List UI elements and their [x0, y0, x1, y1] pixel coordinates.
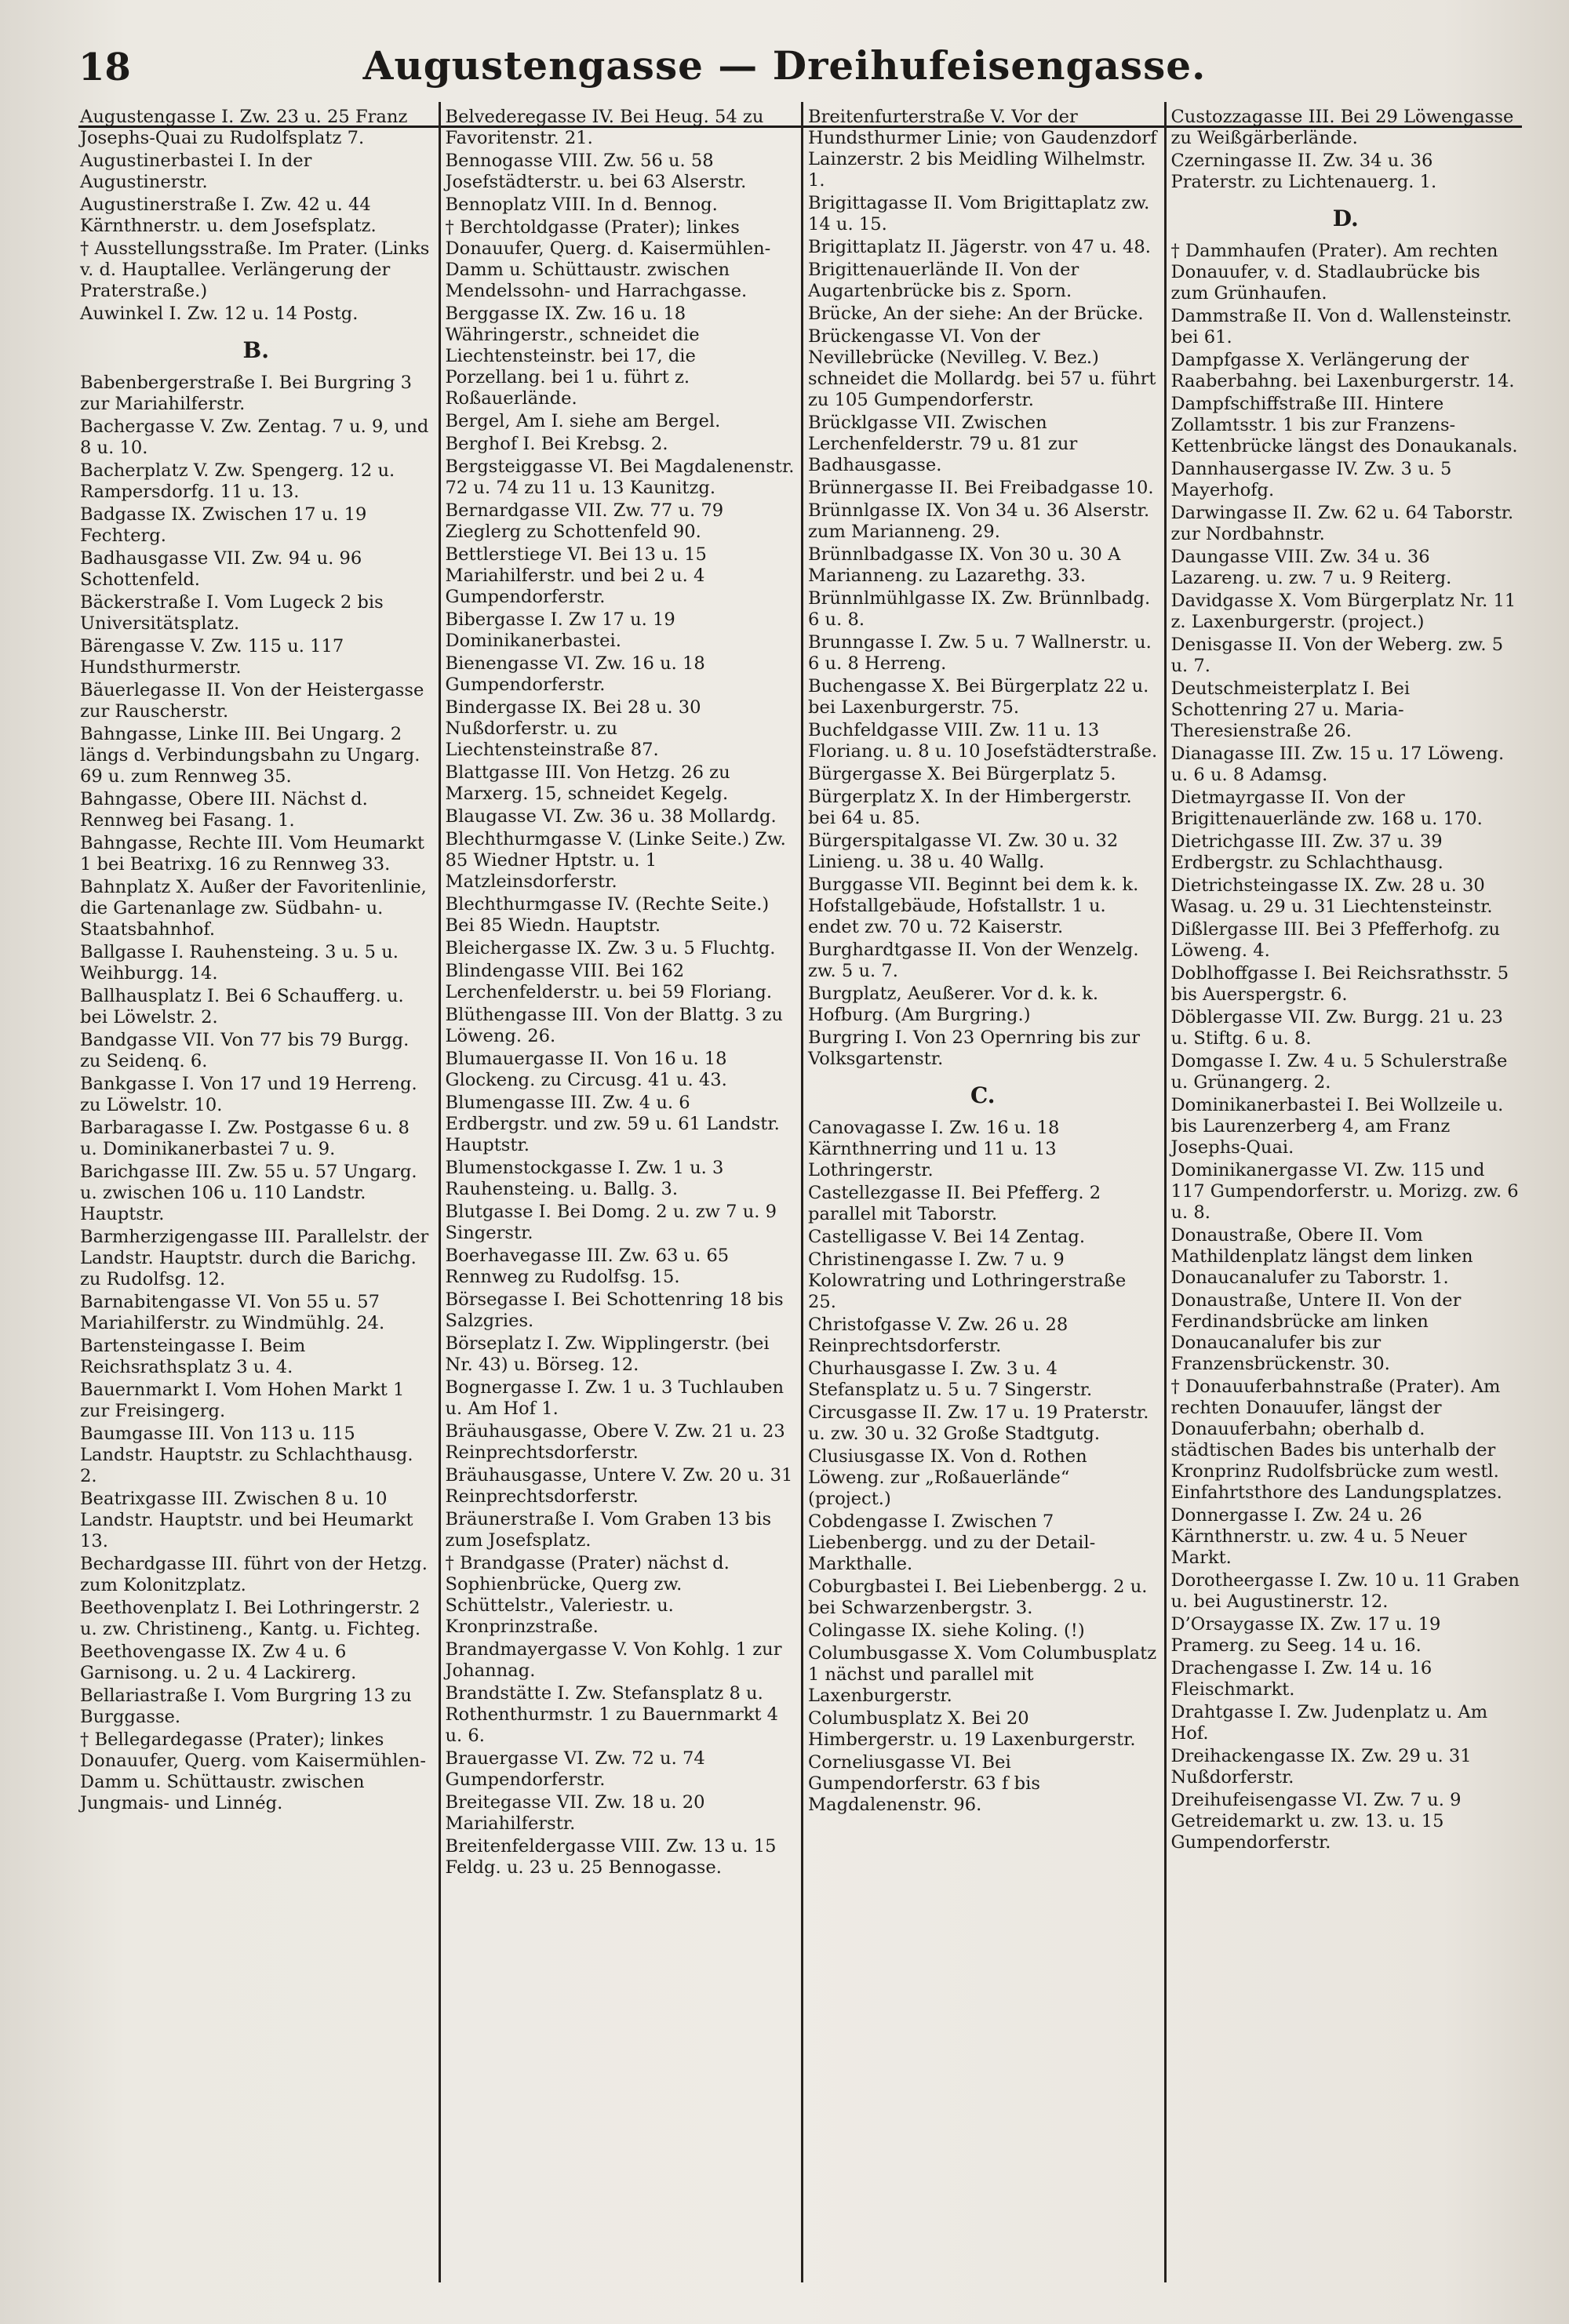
- street-entry: Czerningasse II. Zw. 34 u. 36 Praterstr. zu Lichtenauerg. 1.: [1170, 151, 1437, 192]
- street-entry: Bandgasse VII. Von 77 bis 79 Burgg. zu Seidenq. 6.: [80, 1030, 410, 1071]
- street-entry: Columbusgasse X. Vom Columbusplatz 1 nächst und parallel mit Laxenburgerstr.: [808, 1643, 1157, 1706]
- street-entry: Buchengasse X. Bei Bürgerplatz 22 u. bei Laxenburgerstr. 75.: [808, 676, 1149, 718]
- page-number: 18: [78, 45, 131, 89]
- street-entry: D’Orsaygasse IX. Zw. 17 u. 19 Pramerg. zu Seeg. 14 u. 16.: [1170, 1614, 1441, 1656]
- directory-columns: [75, 102, 1527, 2282]
- section-letter: D.: [1332, 205, 1359, 231]
- street-entry: Dietrichgasse III. Zw. 37 u. 39 Erdbergstr. zu Schlachthausg.: [1170, 831, 1443, 873]
- street-entry: Bechardgasse III. führt von der Hetzg. zum Kolonitzplatz.: [80, 1554, 428, 1595]
- street-entry: Churhausgasse I. Zw. 3 u. 4 Stefansplatz u. 5 u. 7 Singerstr.: [808, 1358, 1093, 1400]
- street-entry: Bäckerstraße I. Vom Lugeck 2 bis Universitätsplatz.: [80, 592, 384, 634]
- street-entry: Deutschmeisterplatz I. Bei Schottenring 27 u. Maria-Theresienstraße 26.: [1170, 678, 1411, 741]
- street-entry: Babenbergerstraße I. Bei Burgring 3 zur Mariahilferstr.: [80, 373, 413, 414]
- street-entry: Brigittaplatz II. Jägerstr. von 47 u. 48.: [808, 237, 1151, 257]
- street-entry: Bindergasse IX. Bei 28 u. 30 Nußdorferstr. u. zu Liechtensteinstraße 87.: [445, 697, 701, 760]
- street-entry: † Dammhaufen (Prater). Am rechten Donauufer, v. d. Stadlaubrücke bis zum Grünhaufen.: [1170, 241, 1498, 304]
- street-entry: Augustinerbastei I. In der Augustinerstr.: [80, 151, 312, 192]
- street-entry: Dietmayrgasse II. Von der Brigittenauerlände zw. 168 u. 170.: [1170, 787, 1483, 829]
- street-entry: Berggasse IX. Zw. 16 u. 18 Währingerstr., schneidet die Liechtensteinstr. bei 17, die Porzellang. bei 1 u. führt z. Roßauerlände.: [445, 304, 700, 409]
- street-entry: Bräuhausgasse, Obere V. Zw. 21 u. 23 Reinprechtsdorferstr.: [445, 1421, 785, 1463]
- street-entry: Bahngasse, Linke III. Bei Ungarg. 2 längs d. Verbindungsbahn zu Ungarg. 69 u. zum Rennweg 35.: [80, 724, 420, 787]
- street-entry: Breitenfeldergasse VIII. Zw. 13 u. 15 Feldg. u. 23 u. 25 Bennogasse.: [445, 1836, 777, 1878]
- street-entry: Bachergasse V. Zw. Zentag. 7 u. 9, und 8 u. 10.: [80, 416, 429, 458]
- column-4: [1164, 102, 1527, 2282]
- street-entry: Dorotheergasse I. Zw. 10 u. 11 Graben u. bei Augustinerstr. 12.: [1170, 1570, 1520, 1612]
- street-entry: Boerhavegasse III. Zw. 63 u. 65 Rennweg zu Rudolfsg. 15.: [445, 1246, 730, 1287]
- street-entry: Brandmayergasse V. Von Kohlg. 1 zur Johannag.: [445, 1639, 782, 1681]
- street-entry: † Berchtoldgasse (Prater); linkes Donauufer, Querg. d. Kaisermühlen-Damm u. Schüttaustr. zwischen Mendelssohn- und Harrachgasse.: [445, 217, 771, 301]
- street-entry: Bettlerstiege VI. Bei 13 u. 15 Mariahilferstr. und bei 2 u. 4 Gumpendorferstr.: [445, 544, 707, 607]
- street-entry: Blumenstockgasse I. Zw. 1 u. 3 Rauhensteing. u. Ballg. 3.: [445, 1158, 724, 1199]
- street-entry: Columbusplatz X. Bei 20 Himbergerstr. u. 19 Laxenburgerstr.: [808, 1708, 1136, 1750]
- section-letter: B.: [242, 337, 269, 363]
- street-entry: Clusiusgasse IX. Von d. Rothen Löweng. zur „Roßauerlände“ (project.): [808, 1446, 1087, 1509]
- street-entry: Burgring I. Von 23 Opernring bis zur Volksgartenstr.: [808, 1027, 1141, 1069]
- street-entry: Dianagasse III. Zw. 15 u. 17 Löweng. u. 6 u. 8 Adamsg.: [1170, 744, 1505, 785]
- street-entry: Bergel, Am I. siehe am Bergel.: [445, 411, 721, 431]
- street-entry: Blumengasse III. Zw. 4 u. 6 Erdbergstr. und zw. 59 u. 61 Landstr. Hauptstr.: [445, 1093, 780, 1155]
- street-entry: Blumauergasse II. Von 16 u. 18 Glockeng. zu Circusg. 41 u. 43.: [445, 1049, 727, 1090]
- street-entry: Domgasse I. Zw. 4 u. 5 Schulerstraße u. Grünangerg. 2.: [1170, 1051, 1508, 1093]
- street-entry: Augustengasse I. Zw. 23 u. 25 Franz Josephs-Quai zu Rudolfsplatz 7.: [80, 107, 408, 148]
- street-entry: Burghardtgasse II. Von der Wenzelg. zw. 5 u. 7.: [808, 940, 1139, 981]
- street-entry: Corneliusgasse VI. Bei Gumpendorferstr. 63 f bis Magdalenenstr. 96.: [808, 1752, 1040, 1815]
- street-entry: Circusgasse II. Zw. 17 u. 19 Praterstr. u. zw. 30 u. 32 Große Stadtgutg.: [808, 1402, 1149, 1444]
- street-entry: Custozzagasse III. Bei 29 Löwengasse zu Weißgärberlände.: [1170, 107, 1514, 148]
- street-entry: Berghof I. Bei Krebsg. 2.: [445, 434, 668, 454]
- street-entry: Dampfschiffstraße III. Hintere Zollamtsstr. 1 bis zur Franzens-Kettenbrücke längst des Donaukanals.: [1170, 394, 1518, 456]
- street-entry: Brigittenauerlände II. Von der Augartenbrücke bis z. Sporn.: [808, 260, 1079, 301]
- street-entry: Bleichergasse IX. Zw. 3 u. 5 Fluchtg.: [445, 938, 776, 958]
- column-3: [801, 102, 1164, 2282]
- street-entry: Dietrichsteingasse IX. Zw. 28 u. 30 Wasag. u. 29 u. 31 Liechtensteinstr.: [1170, 875, 1493, 917]
- street-entry: Dreihufeisengasse VI. Zw. 7 u. 9 Getreidemarkt u. zw. 13. u. 15 Gumpendorferstr.: [1170, 1790, 1462, 1853]
- street-entry: Brückengasse VI. Von der Nevillebrücke (Nevilleg. V. Bez.) schneidet die Mollardg. bei 57 u. führt zu 105 Gumpendorferstr.: [808, 326, 1156, 410]
- street-entry: Barmherzigengasse III. Parallelstr. der Landstr. Hauptstr. durch die Barichg. zu Rudolfsg. 12.: [80, 1227, 429, 1289]
- street-entry: Badgasse IX. Zwischen 17 u. 19 Fechterg.: [80, 504, 367, 546]
- street-entry: Dampfgasse X. Verlängerung der Raaberbahng. bei Laxenburgerstr. 14.: [1170, 350, 1515, 391]
- street-entry: Bergsteiggasse VI. Bei Magdalenenstr. 72 u. 74 zu 11 u. 13 Kaunitzg.: [445, 456, 795, 498]
- street-entry: Beatrixgasse III. Zwischen 8 u. 10 Landstr. Hauptstr. und bei Heumarkt 13.: [80, 1489, 413, 1551]
- street-entry: Bahngasse, Rechte III. Vom Heumarkt 1 bei Beatrixg. 16 zu Rennweg 33.: [80, 833, 424, 875]
- street-entry: Bürgerspitalgasse VI. Zw. 30 u. 32 Linieng. u. 38 u. 40 Wallg.: [808, 831, 1119, 872]
- street-entry: Brigittagasse II. Vom Brigittaplatz zw. 14 u. 15.: [808, 193, 1150, 235]
- street-entry: Dißlergasse III. Bei 3 Pfefferhofg. zu Löweng. 4.: [1170, 919, 1501, 961]
- street-entry: Augustinerstraße I. Zw. 42 u. 44 Kärnthnerstr. u. dem Josefsplatz.: [80, 195, 377, 236]
- street-entry: Beethovenplatz I. Bei Lothringerstr. 2 u. zw. Christineng., Kantg. u. Fichteg.: [80, 1598, 421, 1639]
- street-entry: Dominikanerbastei I. Bei Wollzeile u. bis Laurenzerberg 4, am Franz Josephs-Quai.: [1170, 1095, 1504, 1158]
- street-entry: Donaustraße, Obere II. Vom Mathildenplatz längst dem linken Donaucanalufer zu Taborstr. 1.: [1170, 1225, 1473, 1288]
- street-entry: Canovagasse I. Zw. 16 u. 18 Kärnthnerring und 11 u. 13 Lothringerstr.: [808, 1118, 1060, 1180]
- street-entry: Döblergasse VII. Zw. Burgg. 21 u. 23 u. Stiftg. 6 u. 8.: [1170, 1007, 1503, 1049]
- street-entry: Brünnlbadgasse IX. Von 30 u. 30 A Marianneng. zu Lazarethg. 33.: [808, 544, 1121, 586]
- street-entry: Bäuerlegasse II. Von der Heistergasse zur Rauscherstr.: [80, 680, 424, 722]
- street-entry: Blechthurmgasse IV. (Rechte Seite.) Bei 85 Wiedn. Hauptstr.: [445, 894, 770, 936]
- street-entry: Börseplatz I. Zw. Wipplingerstr. (bei Nr. 43) u. Börseg. 12.: [445, 1333, 770, 1375]
- street-entry: Bacherplatz V. Zw. Spengerg. 12 u. Rampersdorfg. 11 u. 13.: [80, 460, 395, 502]
- street-entry: Börsegasse I. Bei Schottenring 18 bis Salzgries.: [445, 1289, 784, 1331]
- street-entry: Bartensteingasse I. Beim Reichsrathsplatz 3 u. 4.: [80, 1336, 306, 1377]
- street-entry: Blüthengasse III. Von der Blattg. 3 zu Löweng. 26.: [445, 1005, 783, 1046]
- street-entry: Bräunerstraße I. Vom Graben 13 bis zum Josefsplatz.: [445, 1509, 772, 1551]
- street-entry: Colingasse IX. siehe Koling. (!): [808, 1620, 1085, 1641]
- street-entry: Drahtgasse I. Zw. Judenplatz u. Am Hof.: [1170, 1702, 1488, 1744]
- street-entry: Barbaragasse I. Zw. Postgasse 6 u. 8 u. Dominikanerbastei 7 u. 9.: [80, 1118, 410, 1159]
- street-entry: Baumgasse III. Von 113 u. 115 Landstr. Hauptstr. zu Schlachthausg. 2.: [80, 1424, 413, 1486]
- street-entry: Bellariastraße I. Vom Burgring 13 zu Burggasse.: [80, 1686, 412, 1727]
- street-entry: Barichgasse III. Zw. 55 u. 57 Ungarg. u. zwischen 106 u. 110 Landstr. Hauptstr.: [80, 1162, 417, 1224]
- street-entry: Darwingasse II. Zw. 62 u. 64 Taborstr. zur Nordbahnstr.: [1170, 503, 1514, 544]
- street-entry: Bibergasse I. Zw 17 u. 19 Dominikanerbastei.: [445, 609, 675, 651]
- street-entry: Denisgasse II. Von der Weberg. zw. 5 u. 7.: [1170, 635, 1504, 676]
- street-entry: Drachengasse I. Zw. 14 u. 16 Fleischmarkt.: [1170, 1658, 1432, 1700]
- street-entry: † Brandgasse (Prater) nächst d. Sophienbrücke, Querg zw. Schüttelstr., Valeriestr. u. Kronprinzstraße.: [445, 1553, 730, 1637]
- street-entry: Auwinkel I. Zw. 12 u. 14 Postg.: [80, 304, 359, 324]
- street-entry: Ballhausplatz I. Bei 6 Schaufferg. u. bei Löwelstr. 2.: [80, 986, 404, 1027]
- street-entry: Blutgasse I. Bei Domg. 2 u. zw 7 u. 9 Singerstr.: [445, 1202, 777, 1243]
- street-entry: Bennoplatz VIII. In d. Bennog.: [445, 195, 718, 215]
- street-entry: Christinengasse I. Zw. 7 u. 9 Kolowratring und Lothringerstraße 25.: [808, 1249, 1127, 1312]
- street-entry: † Ausstellungsstraße. Im Prater. (Links v. d. Hauptallee. Verlängerung der Praterstraße.): [80, 238, 430, 301]
- street-entry: Castellezgasse II. Bei Pfefferg. 2 parallel mit Taborstr.: [808, 1183, 1101, 1224]
- street-entry: Brünnergasse II. Bei Freibadgasse 10.: [808, 478, 1154, 498]
- street-entry: Donnergasse I. Zw. 24 u. 26 Kärnthnerstr. u. zw. 4 u. 5 Neuer Markt.: [1170, 1505, 1467, 1568]
- street-entry: Davidgasse X. Vom Bürgerplatz Nr. 11 z. Laxenburgerstr. (project.): [1170, 591, 1516, 632]
- street-entry: Bennogasse VIII. Zw. 56 u. 58 Josefstädterstr. u. bei 63 Alserstr.: [445, 151, 747, 192]
- street-entry: Dammstraße II. Von d. Wallensteinstr. bei 61.: [1170, 306, 1513, 347]
- street-entry: Doblhoffgasse I. Bei Reichsrathsstr. 5 bis Auerspergstr. 6.: [1170, 963, 1509, 1005]
- street-entry: Bernardgasse VII. Zw. 77 u. 79 Zieglerg zu Schottenfeld 90.: [445, 500, 724, 542]
- street-entry: Dreihackengasse IX. Zw. 29 u. 31 Nußdorferstr.: [1170, 1746, 1472, 1788]
- column-2: [439, 102, 802, 2282]
- street-entry: Blindengasse VIII. Bei 162 Lerchenfelderstr. u. bei 59 Floriang.: [445, 961, 773, 1002]
- column-1: [75, 102, 439, 2282]
- street-entry: Bahnplatz X. Außer der Favoritenlinie, die Gartenanlage zw. Südbahn- u. Staatsbahnhof.: [80, 877, 427, 940]
- street-entry: Dominikanergasse VI. Zw. 115 und 117 Gumpendorferstr. u. Morizg. zw. 6 u. 8.: [1170, 1160, 1519, 1223]
- page-title: Augustengasse — Dreihufeisengasse.: [362, 42, 1207, 89]
- street-entry: Bauernmarkt I. Vom Hohen Markt 1 zur Freisingerg.: [80, 1380, 405, 1421]
- street-entry: Breitenfurterstraße V. Vor der Hundsthurmer Linie; von Gaudenzdorf Lainzerstr. 2 bis Meidling Wilhelmstr. 1.: [808, 107, 1157, 191]
- street-entry: Burggasse VII. Beginnt bei dem k. k. Hofstallgebäude, Hofstallstr. 1 u. endet zw. 70 u. 72 Kaiserstr.: [808, 875, 1139, 937]
- street-entry: Castelligasse V. Bei 14 Zentag.: [808, 1227, 1086, 1247]
- street-entry: Bahngasse, Obere III. Nächst d. Rennweg bei Fasang. 1.: [80, 789, 368, 831]
- street-entry: Bräuhausgasse, Untere V. Zw. 20 u. 31 Reinprechtsdorferstr.: [445, 1465, 793, 1507]
- street-entry: Coburgbastei I. Bei Liebenbergg. 2 u. bei Schwarzenbergstr. 3.: [808, 1577, 1148, 1618]
- street-entry: Burgplatz, Aeußerer. Vor d. k. k. Hofburg. (Am Burgring.): [808, 984, 1099, 1025]
- street-entry: Brünnlgasse IX. Von 34 u. 36 Alserstr. zum Marianneng. 29.: [808, 500, 1150, 542]
- street-entry: Brünnlmühlgasse IX. Zw. Brünnlbadg. 6 u. 8.: [808, 588, 1151, 630]
- street-entry: Ballgasse I. Rauhensteing. 3 u. 5 u. Weihburgg. 14.: [80, 942, 399, 984]
- street-entry: Badhausgasse VII. Zw. 94 u. 96 Schottenfeld.: [80, 548, 362, 590]
- street-entry: Christofgasse V. Zw. 26 u. 28 Reinprechtsdorferstr.: [808, 1315, 1068, 1356]
- street-entry: Bankgasse I. Von 17 und 19 Herreng. zu Löwelstr. 10.: [80, 1074, 417, 1115]
- street-entry: Brunngasse I. Zw. 5 u. 7 Wallnerstr. u. 6 u. 8 Herreng.: [808, 632, 1152, 674]
- street-entry: Blechthurmgasse V. (Linke Seite.) Zw. 85 Wiedner Hptstr. u. 1 Matzleinsdorferstr.: [445, 829, 786, 892]
- street-entry: Dannhausergasse IV. Zw. 3 u. 5 Mayerhofg.: [1170, 459, 1452, 500]
- street-entry: † Bellegardegasse (Prater); linkes Donauufer, Querg. vom Kaisermühlen-Damm u. Schüttaustr. zwischen Jungmais- und Linnég.: [80, 1729, 426, 1813]
- street-entry: Blattgasse III. Von Hetzg. 26 zu Marxerg. 15, schneidet Kegelg.: [445, 762, 730, 804]
- street-entry: Donaustraße, Untere II. Von der Ferdinandsbrücke am linken Donaucanalufer bis zur Franzensbrückenstr. 30.: [1170, 1290, 1462, 1374]
- street-entry: † Donauuferbahnstraße (Prater). Am rechten Donauufer, längst der Donauuferbahn; oberhalb d. städtischen Bades bis unterhalb der Kronprinz Rudolfsbrücke zum westl. Einfahrtsthore des Landungsplatzes.: [1170, 1377, 1502, 1503]
- section-letter: C.: [970, 1082, 996, 1108]
- street-entry: Barnabitengasse VI. Von 55 u. 57 Mariahilferstr. zu Windmühlg. 24.: [80, 1292, 385, 1333]
- street-entry: Brandstätte I. Zw. Stefansplatz 8 u. Rothenthurmstr. 1 zu Bauernmarkt 4 u. 6.: [445, 1683, 778, 1746]
- street-entry: Beethovengasse IX. Zw 4 u. 6 Garnisong. u. 2 u. 4 Lackirerg.: [80, 1642, 357, 1683]
- street-entry: Bienengasse VI. Zw. 16 u. 18 Gumpendorferstr.: [445, 653, 705, 695]
- street-entry: Blaugasse VI. Zw. 36 u. 38 Mollardg.: [445, 806, 777, 827]
- street-entry: Daungasse VIII. Zw. 34 u. 36 Lazareng. u. zw. 7 u. 9 Reiterg.: [1170, 547, 1452, 588]
- street-entry: Buchfeldgasse VIII. Zw. 11 u. 13 Floriang. u. 8 u. 10 Josefstädterstraße.: [808, 720, 1158, 762]
- street-entry: Belvederegasse IV. Bei Heug. 54 zu Favoritenstr. 21.: [445, 107, 764, 148]
- street-entry: Brücklgasse VII. Zwischen Lerchenfelderstr. 79 u. 81 zur Badhausgasse.: [808, 413, 1078, 475]
- street-entry: Bürgerplatz X. In der Himbergerstr. bei 64 u. 85.: [808, 787, 1132, 828]
- street-entry: Breitegasse VII. Zw. 18 u. 20 Mariahilferstr.: [445, 1792, 705, 1834]
- street-entry: Bürgergasse X. Bei Bürgerplatz 5.: [808, 764, 1116, 784]
- street-entry: Brauergasse VI. Zw. 72 u. 74 Gumpendorferstr.: [445, 1748, 705, 1790]
- street-entry: Bognergasse I. Zw. 1 u. 3 Tuchlauben u. Am Hof 1.: [445, 1377, 784, 1419]
- street-entry: Brücke, An der siehe: An der Brücke.: [808, 304, 1144, 324]
- street-entry: Bärengasse V. Zw. 115 u. 117 Hundsthurmerstr.: [80, 636, 344, 678]
- street-entry: Cobdengasse I. Zwischen 7 Liebenbergg. und zu der Detail-Markthalle.: [808, 1511, 1096, 1574]
- page-header: [0, 31, 1569, 102]
